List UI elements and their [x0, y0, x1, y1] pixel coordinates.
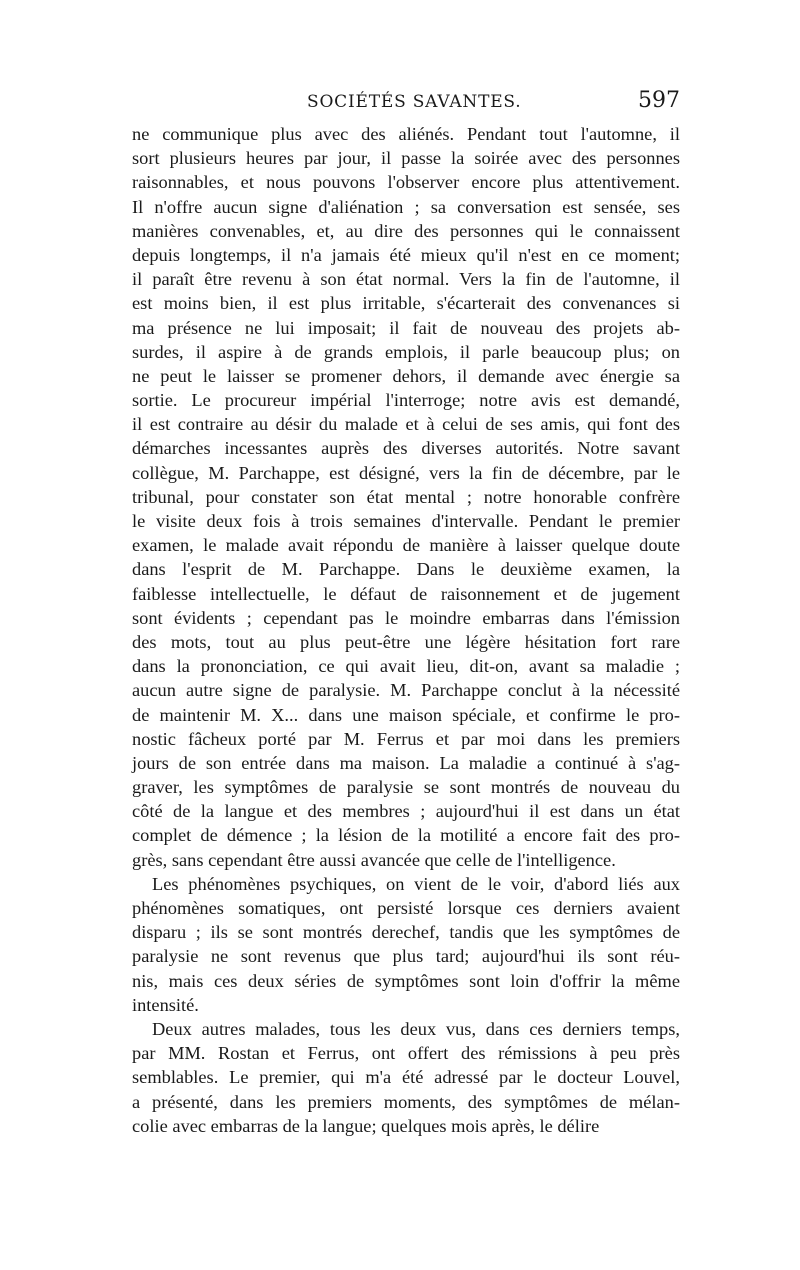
page-number: 597: [638, 88, 680, 113]
text-line: ma présence ne lui imposait; il fait de nouveau des projets ab-: [132, 317, 680, 338]
text-line: il paraît être revenu à son état normal. Vers la fin de l'automne, il: [132, 269, 680, 290]
running-head: [132, 88, 680, 118]
text-line: est moins bien, il est plus irritable, s'écarterait des convenances si: [132, 293, 680, 314]
text-line: par MM. Rostan et Ferrus, ont offert des rémissions à peu près: [132, 1043, 680, 1064]
text-line: complet de démence ; la lésion de la motilité a encore fait des pro-: [132, 825, 680, 846]
text-line: sortie. Le procureur impérial l'interroge; notre avis est demandé,: [132, 390, 680, 411]
text-line: graver, les symptômes de paralysie se sont montrés de nouveau du: [132, 777, 680, 798]
paragraph: [132, 1017, 680, 1138]
text-line: Il n'offre aucun signe d'aliénation ; sa conversation est sensée, ses: [132, 196, 680, 217]
text-line: Deux autres malades, tous les deux vus, dans ces derniers temps,: [152, 1018, 680, 1039]
text-line: sort plusieurs heures par jour, il passe la soirée avec des personnes: [132, 148, 680, 169]
text-line: depuis longtemps, il n'a jamais été mieux qu'il n'est en ce moment;: [132, 244, 680, 265]
text-line: collègue, M. Parchappe, est désigné, vers la fin de décembre, par le: [132, 462, 680, 483]
text-line: aucun autre signe de paralysie. M. Parchappe conclut à la nécessité: [132, 680, 680, 701]
text-line: des mots, tout au plus peut-être une légère hésitation fort rare: [132, 631, 680, 652]
text-line: raisonnables, et nous pouvons l'observer encore plus attentivement.: [132, 172, 680, 193]
text-line: grès, sans cependant être aussi avancée que celle de l'intelligence.: [132, 849, 616, 870]
paragraph: [132, 872, 680, 1017]
body-text: [132, 122, 680, 1138]
text-line: paralysie ne sont revenus que plus tard; aujourd'hui ils sont réu-: [132, 946, 680, 967]
text-line: colie avec embarras de la langue; quelques mois après, le délire: [132, 1115, 600, 1136]
text-line: phénomènes somatiques, ont persisté lorsque ces derniers avaient: [132, 898, 680, 918]
text-line: nis, mais ces deux séries de symptômes sont loin d'offrir la même: [132, 970, 680, 991]
text-line: sont évidents ; cependant pas le moindre embarras dans l'émission: [132, 607, 680, 628]
text-line: intensité.: [132, 994, 199, 1015]
text-line: faiblesse intellectuelle, le défaut de raisonnement et de jugement: [132, 583, 680, 604]
text-line: il est contraire au désir du malade et à celui de ses amis, qui font des: [132, 414, 680, 435]
text-line: ne communique plus avec des aliénés. Pendant tout l'automne, il: [132, 124, 680, 144]
text-line: semblables. Le premier, qui m'a été adressé par le docteur Louvel,: [132, 1067, 680, 1088]
text-line: tribunal, pour constater son état mental ; notre honorable confrère: [132, 486, 680, 507]
text-line: jours de son entrée dans ma maison. La maladie a continué à s'ag-: [132, 752, 680, 773]
running-title: SOCIÉTÉS SAVANTES.: [307, 92, 522, 112]
text-line: Les phénomènes psychiques, on vient de le voir, d'abord liés aux: [152, 873, 680, 894]
text-line: a présenté, dans les premiers moments, des symptômes de mélan-: [132, 1091, 680, 1112]
paragraph: [132, 122, 680, 872]
text-line: manières convenables, et, au dire des personnes qui le connaissent: [132, 220, 680, 241]
text-line: de maintenir M. X... dans une maison spéciale, et confirme le pro-: [132, 704, 680, 725]
text-line: démarches incessantes auprès des diverses autorités. Notre savant: [132, 438, 680, 459]
text-line: dans la prononciation, ce qui avait lieu, dit-on, avant sa maladie ;: [132, 656, 680, 677]
text-line: examen, le malade avait répondu de manière à laisser quelque doute: [132, 535, 680, 556]
text-line: surdes, il aspire à de grands emplois, il parle beaucoup plus; on: [132, 341, 680, 362]
text-line: dans l'esprit de M. Parchappe. Dans le deuxième examen, la: [132, 559, 680, 580]
text-line: ne peut le laisser se promener dehors, il demande avec énergie sa: [132, 365, 680, 386]
text-line: disparu ; ils se sont montrés derechef, tandis que les symptômes de: [132, 922, 680, 943]
text-line: nostic fâcheux porté par M. Ferrus et par moi dans les premiers: [132, 728, 680, 749]
text-line: côté de la langue et des membres ; aujourd'hui il est dans un état: [132, 801, 680, 822]
text-line: le visite deux fois à trois semaines d'intervalle. Pendant le premier: [132, 511, 680, 531]
